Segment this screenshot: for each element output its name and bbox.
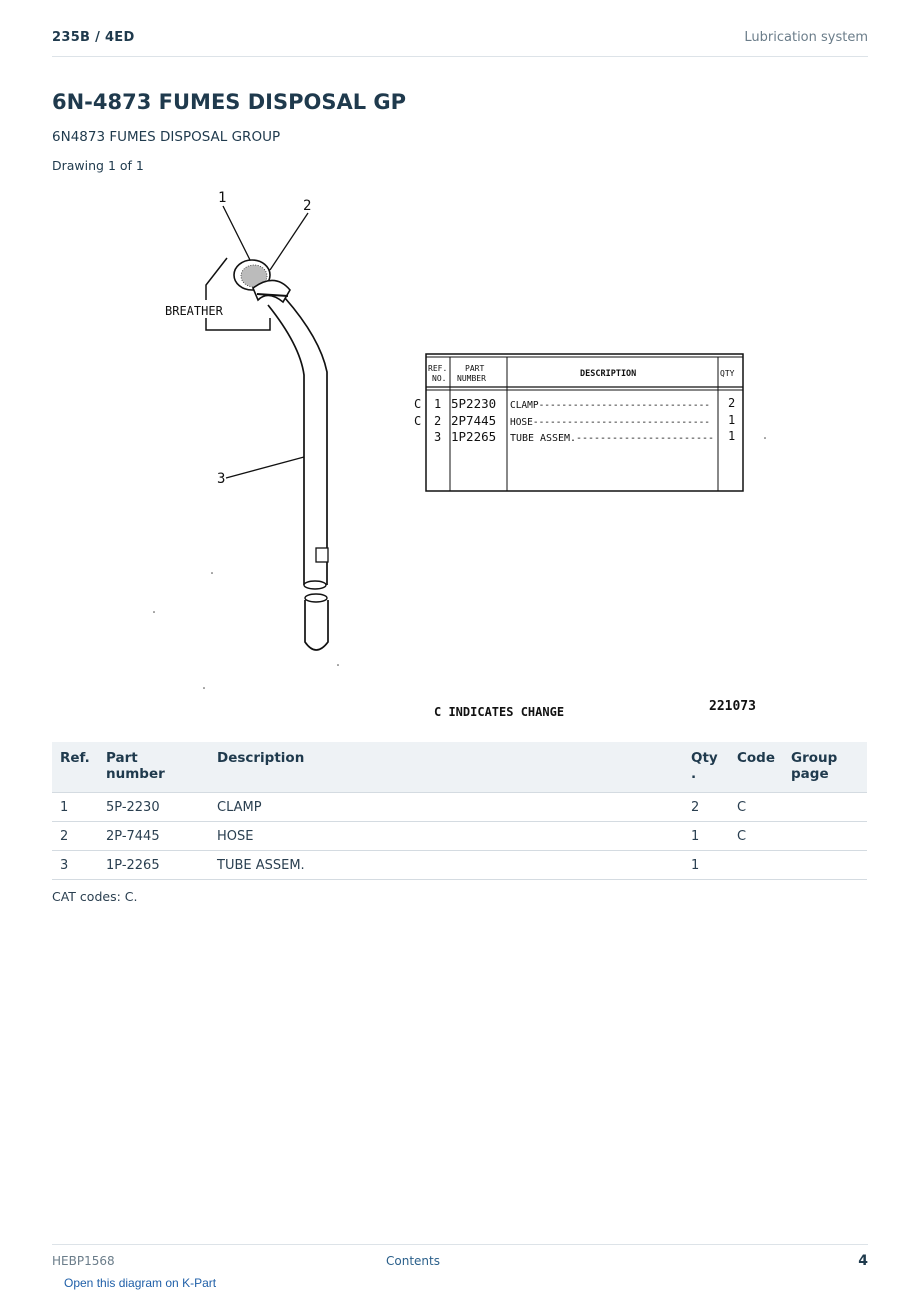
callout-2-leader [270, 213, 308, 270]
inset-row-1-ref: 1 [434, 397, 442, 411]
inset-row-2-change: C [414, 414, 422, 428]
row-part-number: 2P-7445 [98, 822, 209, 851]
page-title: 6N-4873 FUMES DISPOSAL GP [52, 90, 407, 114]
inset-header-part-1: PART [465, 364, 485, 373]
header-group-line2: page [791, 766, 829, 782]
cat-codes-note: CAT codes: C. [52, 889, 138, 904]
inset-row-2-desc: HOSE------------------------------- [510, 417, 710, 428]
tube-outline-left [268, 305, 304, 585]
clamp-shape [253, 280, 290, 302]
header-qty-line1: Qty [691, 750, 718, 766]
speck [337, 664, 339, 666]
parts-table-header [52, 742, 867, 793]
tube-marker [316, 548, 328, 562]
row-part-number: 1P-2265 [98, 851, 209, 880]
parts-table [52, 742, 867, 880]
inset-header-desc: DESCRIPTION [580, 369, 637, 379]
page-header [52, 28, 868, 57]
row-ref: 3 [52, 851, 98, 880]
inset-row-2-ref: 2 [434, 414, 442, 428]
header-qty [683, 742, 729, 793]
row-ref: 1 [52, 793, 98, 822]
row-ref: 2 [52, 822, 98, 851]
speck [211, 572, 213, 574]
callout-3: 3 [217, 471, 226, 487]
inset-row-3-qty: 1 [728, 429, 736, 443]
header-ref: Ref. [52, 742, 98, 793]
inset-row-3-ref: 3 [434, 430, 442, 444]
inset-row-3-desc: TUBE ASSEM.----------------------- [510, 433, 714, 444]
page-footer [52, 1244, 868, 1275]
callout-1: 1 [218, 190, 227, 206]
row-code [729, 851, 783, 880]
inset-header-ref-1: REF. [428, 364, 448, 373]
row-group-page [783, 822, 867, 851]
contents-link[interactable]: Contents [386, 1254, 440, 1268]
header-qty-line2: . [691, 766, 697, 782]
inset-row-3-part: 1P2265 [451, 429, 497, 444]
speck [153, 611, 155, 613]
callout-3-leader [226, 457, 304, 478]
tube-end-top [304, 581, 326, 589]
inset-row-2-qty: 1 [728, 413, 736, 427]
page-subtitle: 6N4873 FUMES DISPOSAL GROUP [52, 129, 281, 145]
tube-lower [305, 600, 328, 650]
inset-row-1-desc: CLAMP------------------------------ [510, 400, 710, 411]
callout-1-leader [223, 206, 250, 260]
inset-row-1-part: 5P2230 [451, 396, 497, 411]
row-part-number: 5P-2230 [98, 793, 209, 822]
breather-bracket [206, 258, 227, 300]
table-row [52, 851, 867, 880]
speck [764, 437, 766, 439]
row-code: C [729, 793, 783, 822]
inset-parts-table [414, 354, 743, 491]
inset-row-1-change: C [414, 397, 422, 411]
drawing-count: Drawing 1 of 1 [52, 158, 144, 173]
breather-label: BREATHER [165, 304, 223, 318]
document-id: HEBP1568 [52, 1254, 115, 1268]
row-qty: 1 [683, 822, 729, 851]
row-qty: 2 [683, 793, 729, 822]
header-description: Description [209, 742, 683, 793]
row-group-page [783, 851, 867, 880]
row-qty: 1 [683, 851, 729, 880]
row-description: TUBE ASSEM. [209, 851, 683, 880]
inset-row-1-qty: 2 [728, 396, 736, 410]
breather-bracket-lower [206, 318, 270, 330]
row-group-page [783, 793, 867, 822]
row-description: CLAMP [209, 793, 683, 822]
change-note: C INDICATES CHANGE [434, 705, 565, 719]
inset-header-ref-2: NO. [432, 374, 447, 383]
parts-diagram [140, 180, 800, 725]
model-label: 235B / 4ED [52, 30, 135, 45]
drawing-number: 221073 [709, 699, 756, 714]
row-code: C [729, 822, 783, 851]
inset-row-2-part: 2P7445 [451, 413, 497, 428]
header-group-line1: Group [791, 750, 838, 766]
inset-header-part-2: NUMBER [457, 374, 486, 383]
section-label: Lubrication system [744, 30, 868, 45]
speck [203, 687, 205, 689]
page-number: 4 [858, 1253, 868, 1269]
callout-2: 2 [303, 198, 312, 214]
inset-header-qty: QTY [720, 369, 735, 378]
header-code: Code [729, 742, 783, 793]
header-part-number: Part number [98, 742, 209, 793]
kpart-diagram-link[interactable]: Open this diagram on K-Part [64, 1276, 217, 1290]
row-description: HOSE [209, 822, 683, 851]
table-row [52, 822, 867, 851]
table-row [52, 793, 867, 822]
tube-end-bottom [305, 594, 327, 602]
header-group-page [783, 742, 867, 793]
